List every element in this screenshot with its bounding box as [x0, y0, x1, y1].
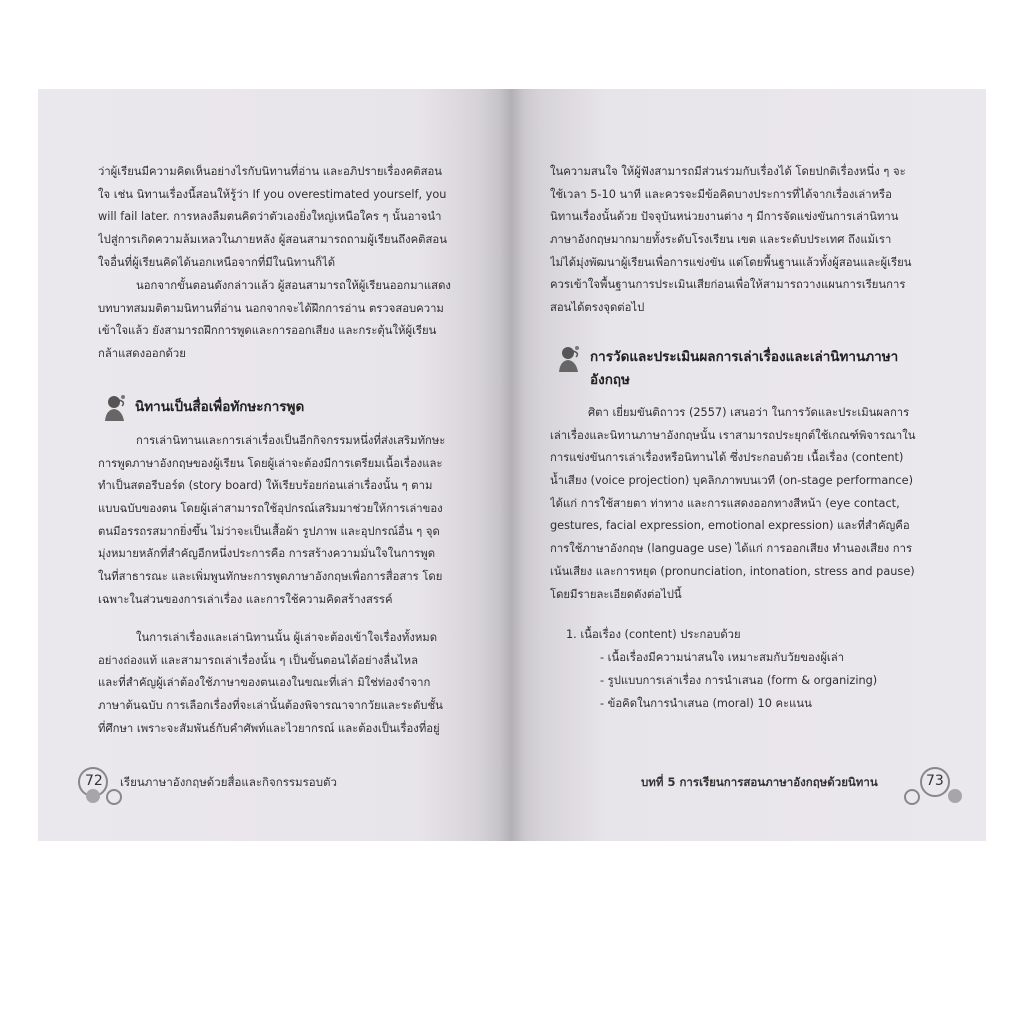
criteria-list: [566, 623, 877, 715]
text-line: ควรเข้าใจพื้นฐานการประเมินเสียก่อนเพื่อให้สามารถวางแผนการเรียนการ: [550, 278, 906, 292]
heading-line: อังกฤษ: [590, 372, 630, 388]
text-line: ไปสู่การเกิดความล้มเหลวในภายหลัง ผู้สอนสามารถถามผู้เรียนถึงคติสอน: [98, 233, 447, 247]
list-subitem: - เนื้อเรื่องมีความน่าสนใจ เหมาะสมกับวัยของผู้เล่า: [600, 651, 845, 664]
text-line: ว่าผู้เรียนมีความคิดเห็นอย่างไรกับนิทานที่อ่าน และอภิปรายเรื่องคติสอน: [98, 165, 443, 178]
text-line: ใช้เวลา 5-10 นาที และควรจะมีข้อคิดบางประการที่ได้จากเรื่องเล่าหรือ: [550, 187, 892, 201]
text-line: ได้แก่ การใช้สายตา ท่าทาง และการแสดงออกทางสีหน้า (eye contact,: [550, 496, 900, 510]
text-line: ตนมีอรรถรสมากยิ่งขึ้น ไม่ว่าจะเป็นเสื้อผ้า รูปภาพ และอุปกรณ์อื่น ๆ จุด: [98, 524, 440, 538]
text-line: ทำเป็นสตอรีบอร์ด (story board) ให้เรียบร้อยก่อนเล่าเรื่องนั้น ๆ ตาม: [98, 479, 433, 493]
page-footer: เรียนภาษาอังกฤษด้วยสื่อและกิจกรรมรอบตัว: [120, 775, 337, 789]
text-line: นิทานเรื่องนั้นด้วย ปัจจุบันหน่วยงานต่าง ๆ มีการจัดแข่งขันการเล่านิทาน: [550, 210, 899, 224]
left-paragraph-1: [98, 161, 503, 274]
text-line: เข้าใจแล้ว ยังสามารถฝึกการพูดและการออกเสียง และกระตุ้นให้ผู้เรียน: [98, 324, 437, 338]
text-line: gestures, facial expression, emotional expression) และที่สำคัญคือ: [550, 519, 910, 533]
text-line: will fail later. การหลงลืมตนคิดว่าตัวเองยิ่งใหญ่เหนือใคร ๆ นั้นอาจนำ: [98, 210, 442, 224]
page-number: 72: [85, 773, 103, 789]
page-number: 73: [926, 773, 944, 789]
text-line: ไม่ได้มุ่งพัฒนาผู้เรียนเพื่อการแข่งขัน แต่โดยพื้นฐานแล้วทั้งผู้สอนและผู้เรียน: [550, 255, 912, 269]
text-line: การใช้ภาษาอังกฤษ (language use) ได้แก่ การออกเสียง ทำนองเสียง การ: [550, 542, 913, 556]
left-page: [38, 89, 512, 841]
list-subitem: - รูปแบบการเล่าเรื่อง การนำเสนอ (form & organizing): [600, 674, 878, 687]
text-line: ภาษาต้นฉบับ การเลือกเรื่องที่จะเล่านั้นต้องพิจารณาจากวัยและระดับชั้น: [98, 699, 443, 713]
list-item: 1. เนื้อเรื่อง (content) ประกอบด้วย: [566, 628, 741, 641]
book-gutter: [500, 89, 524, 841]
text-line: ศิตา เยี่ยมขันติถาวร (2557) เสนอว่า ในการวัดและประเมินผลการ: [588, 406, 910, 419]
text-line: บทบาทสมมติตามนิทานที่อ่าน นอกจากจะได้ฝึกการอ่าน ตรวจสอบความ: [98, 301, 444, 315]
left-paragraph-2: [98, 275, 503, 366]
text-line: สอนได้ตรงจุดต่อไป: [550, 301, 645, 315]
text-line: น้ำเสียง (voice projection) บุคลิกภาพบนเวที (on-stage performance): [550, 474, 913, 488]
text-line: การพูดภาษาอังกฤษของผู้เรียน โดยผู้เล่าจะต้องมีการเตรียมเนื้อเรื่องและ: [98, 456, 443, 470]
text-line: ในความสนใจ ให้ผู้ฟังสามารถมีส่วนร่วมกับเรื่องได้ โดยปกติเรื่องหนึ่ง ๆ จะ: [550, 165, 906, 178]
open-book: [38, 89, 986, 841]
text-line: กล้าแสดงออกด้วย: [98, 347, 186, 361]
text-line: ในการเล่าเรื่องและเล่านิทานนั้น ผู้เล่าจะต้องเข้าใจเรื่องทั้งหมด: [136, 631, 438, 644]
right-paragraph-2: [550, 402, 960, 606]
text-line: โดยมีรายละเอียดดังต่อไปนี้: [550, 587, 682, 601]
right-section-heading: [590, 346, 898, 392]
page-footer: บทที่ 5 การเรียนการสอนภาษาอังกฤษด้วยนิทาน: [641, 775, 878, 789]
text-line: มุ่งหมายหลักที่สำคัญอีกหนึ่งประการคือ การสร้างความมั่นใจในการพูด: [98, 547, 436, 561]
text-line: การแข่งขันการเล่าเรื่องหรือนิทานได้ ซึ่งประกอบด้วย เนื้อเรื่อง (content): [550, 451, 904, 465]
text-line: ภาษาอังกฤษมากมายทั้งระดับโรงเรียน เขต และระดับประเทศ ถึงแม้เรา: [550, 233, 892, 247]
text-line: ใจ เช่น นิทานเรื่องนี้สอนให้รู้ว่า If you overestimated yourself, you: [98, 187, 447, 201]
left-section-heading: นิทานเป็นสื่อเพื่อทักษะการพูด: [135, 399, 305, 415]
right-page: [512, 89, 986, 841]
left-paragraph-3: [98, 430, 503, 612]
speaking-person-icon: [102, 393, 128, 423]
text-line: ใจอื่นที่ผู้เรียนคิดได้นอกเหนือจากที่มีในนิทานก็ได้: [98, 255, 336, 269]
text-line: เน้นเสียง และการหยุด (pronunciation, intonation, stress and pause): [550, 564, 915, 578]
decorative-dot: [86, 789, 100, 803]
decorative-dot: [948, 789, 962, 803]
text-line: นอกจากขั้นตอนดังกล่าวแล้ว ผู้สอนสามารถให้ผู้เรียนออกมาแสดง: [136, 279, 451, 292]
right-paragraph-1: [550, 161, 960, 320]
text-line: อย่างถ่องแท้ และสามารถเล่าเรื่องนั้น ๆ เป็นขั้นตอนได้อย่างลื่นไหล: [98, 653, 419, 667]
left-paragraph-4: [98, 627, 503, 740]
text-line: การเล่านิทานและการเล่าเรื่องเป็นอีกกิจกรรมหนึ่งที่ส่งเสริมทักษะ: [136, 434, 446, 447]
list-subitem: - ข้อคิดในการนำเสนอ (moral) 10 คะแนน: [600, 697, 812, 710]
text-line: และที่สำคัญผู้เล่าต้องใช้ภาษาของตนเองในขณะที่เล่า มิใช่ท่องจำจาก: [98, 676, 431, 690]
text-line: เฉพาะในส่วนของการเล่าเรื่อง และการใช้ความคิดสร้างสรรค์: [98, 592, 393, 606]
speaking-person-icon: [556, 344, 582, 374]
heading-line: การวัดและประเมินผลการเล่าเรื่องและเล่านิทานภาษา: [590, 349, 899, 365]
text-line: เล่าเรื่องและนิทานภาษาอังกฤษนั้น เราสามารถประยุกต์ใช้เกณฑ์พิจารณาใน: [550, 428, 916, 442]
text-line: ที่ศึกษา เพราะจะสัมพันธ์กับคำศัพท์และไวยากรณ์ และต้องเป็นเรื่องที่อยู่: [98, 721, 440, 735]
text-line: ในที่สาธารณะ และเพิ่มพูนทักษะการพูดภาษาอังกฤษเพื่อการสื่อสาร โดย: [98, 570, 443, 584]
text-line: แบบฉบับของตน โดยผู้เล่าสามารถใช้อุปกรณ์เสริมมาช่วยให้การเล่าของ: [98, 502, 443, 516]
decorative-ring: [904, 789, 920, 805]
